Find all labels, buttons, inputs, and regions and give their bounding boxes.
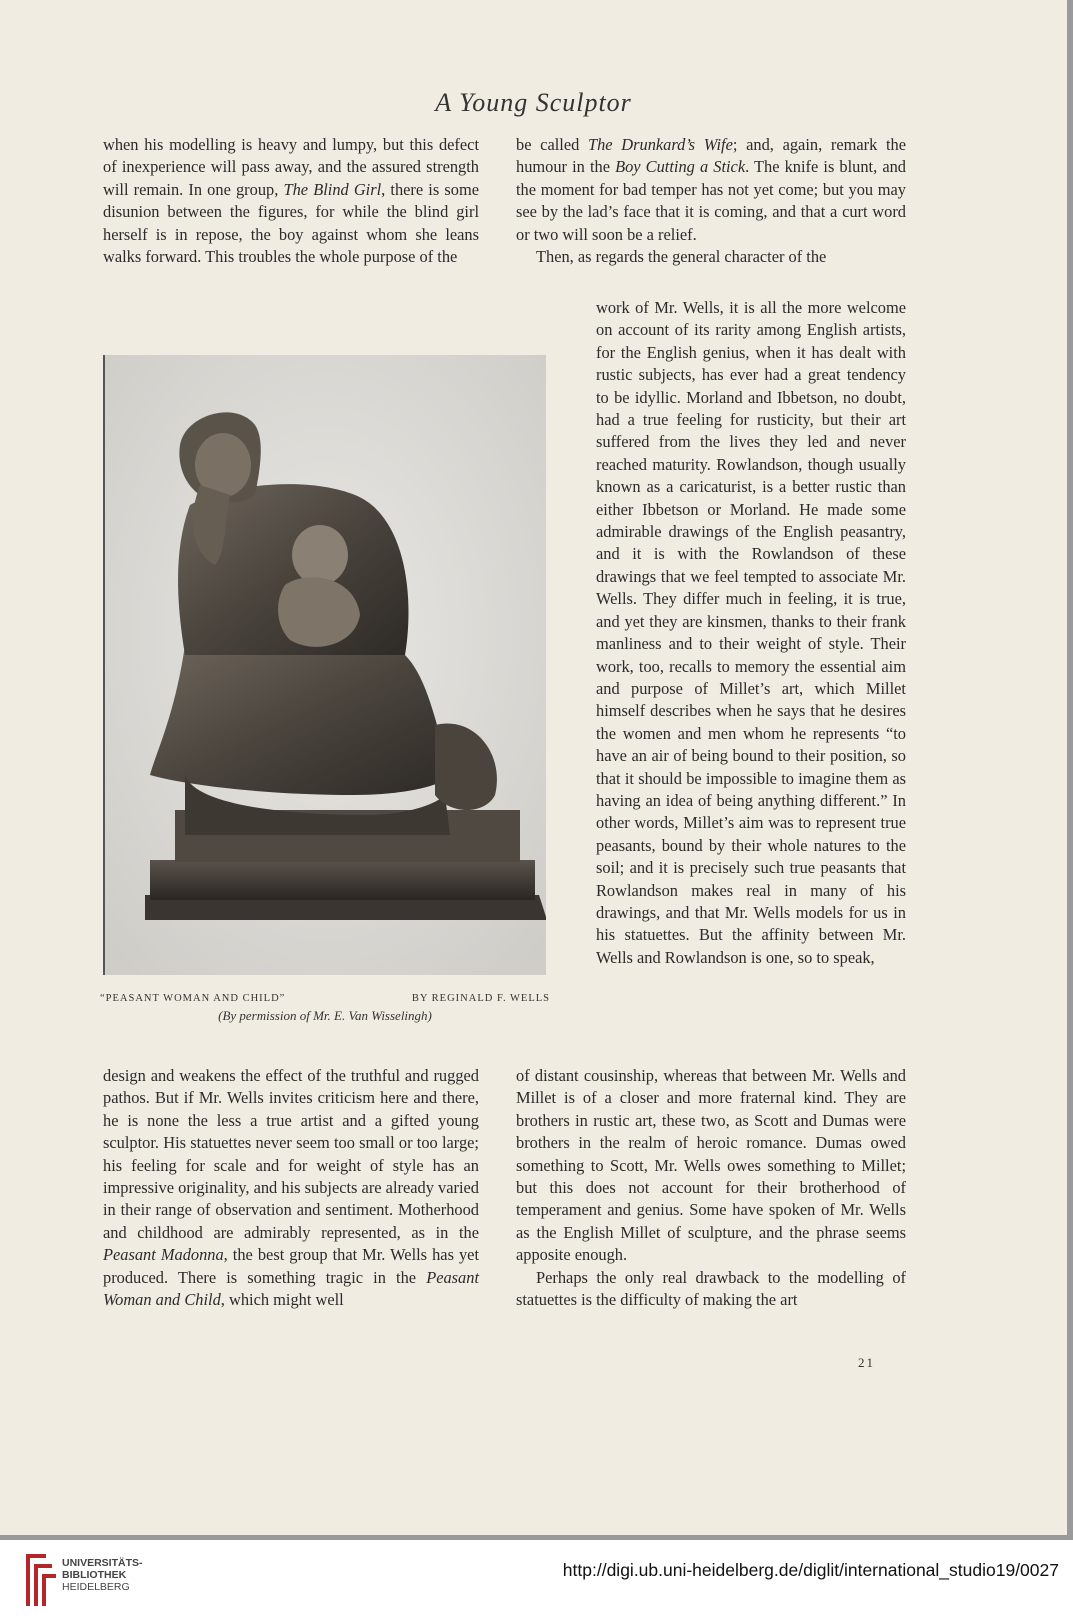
caption-title: “PEASANT WOMAN AND CHILD”: [100, 993, 286, 1004]
artwork-title: The Drunkard’s Wife: [588, 135, 733, 154]
page-number: 21: [858, 1355, 875, 1370]
artwork-title: Peasant Woman and Child: [103, 1267, 479, 1310]
library-name: UNIVERSITÄTS- BIBLIOTHEK HEIDELBERG: [62, 1557, 143, 1593]
caption-credit: (By permission of Mr. E. Van Wisselingh): [218, 1008, 432, 1023]
sculpture-photograph: [103, 355, 546, 975]
running-title: A Young Sculptor: [435, 88, 632, 117]
left-column-top: [103, 134, 479, 268]
university-library-logo-icon: [22, 1550, 60, 1610]
figure-caption: [100, 993, 550, 1024]
paragraph-first-line: Then, as regards the general character of the: [536, 247, 827, 267]
sculpture-image: [105, 355, 546, 975]
left-column-bottom: [103, 1065, 479, 1311]
right-column-top: [516, 134, 906, 268]
artwork-title: Peasant Madonna: [103, 1245, 224, 1265]
artwork-title: Boy Cutting a Stick: [615, 157, 746, 177]
paragraph: work of Mr. Wells, it is all the more welcome on account of its rarity among English artists, for the English genius, when it has dealt with rustic subjects, has ever had a great tendency to be idyllic. Morland and Ibbetson, no doubt, had a true feeling for rusticity, but their art suffered from the lives they led and never reached maturity. Rowlandson, though usually known as a caricaturist, is a better rustic than either Ibbetson or Morland. He made some admirable drawings of the English peasantry, and it is with the Rowlandson of these drawings that we feel tempted to associate Mr. Wells. They differ much in feeling, it is true, and yet they are kinsmen, thanks to their frank manliness and to their weight of style. Their work, too, recalls to memory the essential aim and purpose of Millet’s art, which Millet himself describes when he says that he desires the women and men whom he represents “to have an air of being bound to their position, so that it should be impossible to imagine them as having an idea of being anything different.” In other words, Millet’s aim was to represent true peasants, bound by their whole natures to the soil; and it is precisely such true peasants that Rowlandson makes real in many of his drawings, and that Mr. Wells models for us in his statuettes. But the affinity between Mr. Wells and Rowlandson is one, so to speak,: [596, 298, 906, 967]
paragraph: when his modelling is heavy and lumpy, but this defect of inexperience will pass away, and the assured strength will remain. In one group, The Blind Girl, there is some disunion between the figures, for while the blind girl herself is in repose, the boy against whom she leans walks forward. This troubles the whole purpose of the: [103, 135, 479, 267]
caption-artist: BY REGINALD F. WELLS: [411, 993, 550, 1004]
artwork-title: The Blind Girl: [283, 179, 382, 199]
source-url[interactable]: http://digi.ub.uni-heidelberg.de/diglit/international_studio19/0027: [562, 1560, 1059, 1580]
right-column-narrow: [596, 297, 906, 969]
library-footer: [0, 1540, 1073, 1621]
paragraph: be called The Drunkard’s Wife; and, again, remark the humour in the Boy Cutting a Stick. The knife is blunt, and the moment for bad temper has not yet come; but you may see by the lad’s face that it is coming, and that a curt word or two will soon be a relief.: [516, 135, 906, 244]
paragraph: Perhaps the only real drawback to the modelling of statuettes is the difficulty of making the art: [516, 1267, 906, 1310]
paragraph: of distant cousinship, whereas that between Mr. Wells and Millet is of a closer and more fraternal kind. They are brothers in rustic art, these two, as Scott and Dumas were brothers in the realm of heroic romance. Dumas owed something to Scott, Mr. Wells owes something to Millet; but this does not account for their brotherhood of temperament and genius. Some have spoken of Mr. Wells as the English Millet of sculpture, and the phrase seems apposite enough.: [516, 1066, 906, 1265]
paragraph: design and weakens the effect of the truthful and rugged pathos. But if Mr. Wells invites criticism here and there, he is none the less a true artist and a gifted young sculptor. His statuettes never seem too small or too large; his feeling for scale and for weight of style has an impressive originality, and his subjects are already varied in their range of observation and sentiment. Motherhood and childhood are admirably represented, as in the Peasant Madonna, the best group that Mr. Wells has yet produced. There is something tragic in the Peasant Woman and Child, which might well: [103, 1066, 480, 1310]
right-column-bottom: [516, 1065, 906, 1311]
